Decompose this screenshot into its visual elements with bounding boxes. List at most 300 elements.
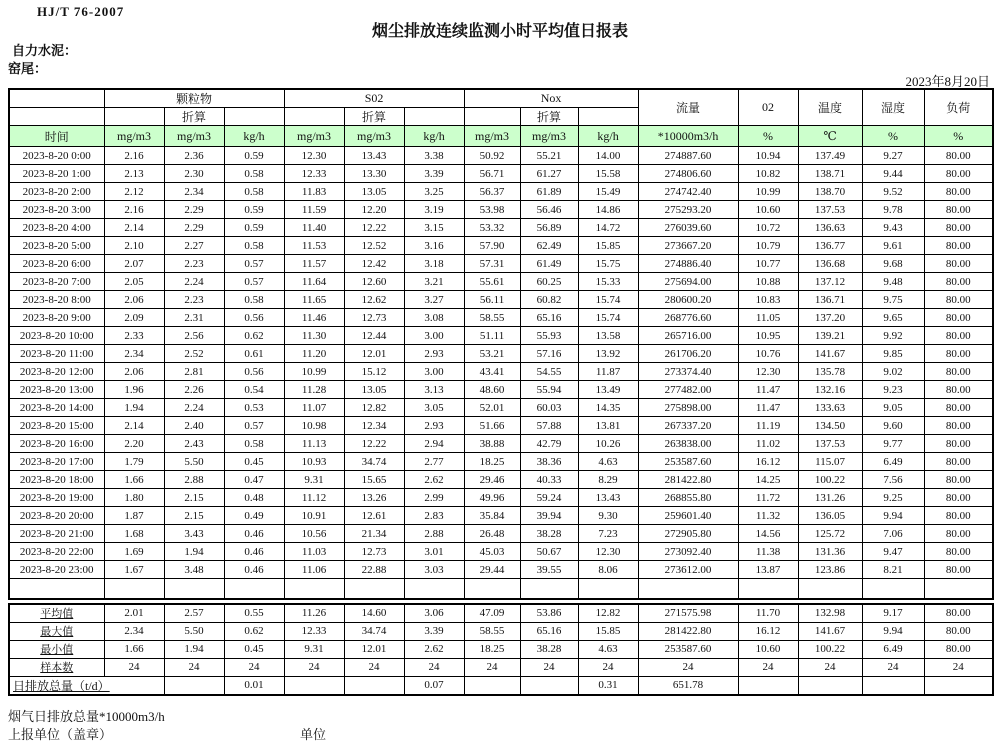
value-cell: 2.23 [164,291,224,309]
value-cell: 133.63 [798,399,862,417]
value-cell: 11.87 [578,363,638,381]
value-cell: 39.94 [520,507,578,525]
value-cell: 14.25 [738,471,798,489]
summary-value-cell: 80.00 [924,622,993,640]
value-cell: 11.47 [738,399,798,417]
unit-cell: kg/h [404,126,464,147]
value-cell: 51.66 [464,417,520,435]
value-cell: 9.05 [862,399,924,417]
value-cell: 80.00 [924,399,993,417]
summary-value-cell: 5.50 [164,622,224,640]
summary-value-cell: 24 [520,658,578,676]
value-cell: 80.00 [924,561,993,579]
report-table-area [8,88,992,696]
daily-total-value-cell [738,676,798,695]
value-cell: 2.62 [404,471,464,489]
value-cell: 38.88 [464,435,520,453]
value-cell: 274887.60 [638,147,738,165]
value-cell: 10.76 [738,345,798,363]
value-cell: 9.78 [862,201,924,219]
summary-value-cell: 12.82 [578,604,638,623]
value-cell: 65.16 [520,309,578,327]
report-date: 2023年8月20日 [905,74,990,89]
value-cell: 274742.40 [638,183,738,201]
value-cell: 280600.20 [638,291,738,309]
value-cell: 62.49 [520,237,578,255]
converted-header-so2: 折算 [344,108,404,126]
value-cell: 9.23 [862,381,924,399]
daily-total-value-cell: 0.07 [404,676,464,695]
value-cell: 123.86 [798,561,862,579]
time-cell: 2023-8-20 18:00 [9,471,104,489]
value-cell: 52.01 [464,399,520,417]
value-cell: 3.08 [404,309,464,327]
time-cell: 2023-8-20 2:00 [9,183,104,201]
value-cell: 275694.00 [638,273,738,291]
value-cell: 9.44 [862,165,924,183]
unit-cell: mg/m3 [344,126,404,147]
value-cell: 0.59 [224,219,284,237]
value-cell: 12.01 [344,345,404,363]
value-cell: 1.94 [104,399,164,417]
value-cell: 9.31 [284,471,344,489]
value-cell: 55.94 [520,381,578,399]
summary-value-cell: 24 [798,658,862,676]
value-cell: 80.00 [924,237,993,255]
value-cell: 80.00 [924,471,993,489]
value-cell: 2.07 [104,255,164,273]
table-row [9,381,993,399]
header-load: 负荷 [924,89,993,126]
table-row [9,363,993,381]
value-cell: 11.59 [284,201,344,219]
value-cell: 7.23 [578,525,638,543]
value-cell: 281422.80 [638,471,738,489]
value-cell: 137.20 [798,309,862,327]
value-cell: 2.88 [164,471,224,489]
summary-value-cell: 47.09 [464,604,520,623]
value-cell: 11.65 [284,291,344,309]
value-cell: 3.25 [404,183,464,201]
value-cell: 12.33 [284,165,344,183]
summary-value-cell: 38.28 [520,640,578,658]
standard-code: HJ/T 76-2007 [37,4,125,19]
time-cell: 2023-8-20 10:00 [9,327,104,345]
value-cell: 9.02 [862,363,924,381]
time-cell: 2023-8-20 15:00 [9,417,104,435]
summary-value-cell: 24 [404,658,464,676]
summary-value-cell: 16.12 [738,622,798,640]
value-cell: 80.00 [924,417,993,435]
value-cell: 0.58 [224,435,284,453]
value-cell: 55.21 [520,147,578,165]
table-row [9,435,993,453]
group-header-so2: S02 [284,89,464,108]
value-cell: 100.22 [798,471,862,489]
time-cell: 2023-8-20 5:00 [9,237,104,255]
summary-value-cell: 24 [862,658,924,676]
value-cell: 12.30 [578,543,638,561]
table-row [9,489,993,507]
summary-value-cell: 100.22 [798,640,862,658]
value-cell: 61.49 [520,255,578,273]
summary-value-cell: 14.60 [344,604,404,623]
value-cell: 2.27 [164,237,224,255]
empty-row [9,579,993,599]
value-cell: 80.00 [924,273,993,291]
value-cell: 7.56 [862,471,924,489]
value-cell: 10.88 [738,273,798,291]
value-cell: 268855.80 [638,489,738,507]
value-cell: 80.00 [924,543,993,561]
summary-value-cell: 24 [464,658,520,676]
value-cell: 3.39 [404,165,464,183]
value-cell: 80.00 [924,381,993,399]
empty-cell [578,579,638,599]
value-cell: 9.85 [862,345,924,363]
table-row [9,255,993,273]
daily-total-row [9,676,993,695]
value-cell: 9.60 [862,417,924,435]
value-cell: 2.12 [104,183,164,201]
value-cell: 11.64 [284,273,344,291]
table-row [9,219,993,237]
value-cell: 56.71 [464,165,520,183]
value-cell: 0.54 [224,381,284,399]
time-cell: 2023-8-20 3:00 [9,201,104,219]
value-cell: 54.55 [520,363,578,381]
summary-value-cell: 2.01 [104,604,164,623]
value-cell: 263838.00 [638,435,738,453]
value-cell: 13.30 [344,165,404,183]
value-cell: 3.13 [404,381,464,399]
value-cell: 0.59 [224,147,284,165]
value-cell: 35.84 [464,507,520,525]
value-cell: 12.30 [284,147,344,165]
value-cell: 1.68 [104,525,164,543]
value-cell: 80.00 [924,507,993,525]
value-cell: 265716.00 [638,327,738,345]
value-cell: 56.11 [464,291,520,309]
value-cell: 15.85 [578,237,638,255]
unit-cell: mg/m3 [104,126,164,147]
value-cell: 2.23 [164,255,224,273]
value-cell: 45.03 [464,543,520,561]
value-cell: 1.66 [104,471,164,489]
value-cell: 0.48 [224,489,284,507]
value-cell: 80.00 [924,327,993,345]
value-cell: 80.00 [924,363,993,381]
value-cell: 125.72 [798,525,862,543]
reporting-unit-label: 上报单位（盖章） [8,727,113,742]
value-cell: 3.18 [404,255,464,273]
table-row [9,309,993,327]
value-cell: 50.92 [464,147,520,165]
empty-cell [464,579,520,599]
value-cell: 0.57 [224,255,284,273]
table-row [9,345,993,363]
header-empty-cell [9,89,104,108]
value-cell: 15.12 [344,363,404,381]
value-cell: 0.46 [224,561,284,579]
value-cell: 80.00 [924,291,993,309]
value-cell: 259601.40 [638,507,738,525]
summary-value-cell: 15.85 [578,622,638,640]
value-cell: 1.96 [104,381,164,399]
empty-cell [344,579,404,599]
summary-value-cell: 58.55 [464,622,520,640]
summary-value-cell: 2.34 [104,622,164,640]
site-label: 窑尾： [8,61,48,76]
value-cell: 15.65 [344,471,404,489]
value-cell: 2.56 [164,327,224,345]
unit-cell: % [862,126,924,147]
value-cell: 22.88 [344,561,404,579]
summary-value-cell: 24 [344,658,404,676]
table-row [9,417,993,435]
value-cell: 2.24 [164,273,224,291]
summary-value-cell: 34.74 [344,622,404,640]
value-cell: 253587.60 [638,453,738,471]
value-cell: 10.79 [738,237,798,255]
value-cell: 58.55 [464,309,520,327]
value-cell: 268776.60 [638,309,738,327]
summary-value-cell: 24 [738,658,798,676]
value-cell: 2.15 [164,489,224,507]
value-cell: 0.58 [224,291,284,309]
value-cell: 57.90 [464,237,520,255]
value-cell: 13.43 [578,489,638,507]
empty-cell [104,579,164,599]
summary-value-cell: 53.86 [520,604,578,623]
value-cell: 2.83 [404,507,464,525]
summary-row [9,622,993,640]
header-empty-cell [224,108,284,126]
summary-value-cell: 24 [224,658,284,676]
value-cell: 10.60 [738,201,798,219]
value-cell: 39.55 [520,561,578,579]
group-header-nox: Nox [464,89,638,108]
value-cell: 12.61 [344,507,404,525]
value-cell: 0.58 [224,165,284,183]
unit-cell: mg/m3 [464,126,520,147]
value-cell: 11.13 [284,435,344,453]
value-cell: 57.16 [520,345,578,363]
time-cell: 2023-8-20 6:00 [9,255,104,273]
value-cell: 2.14 [104,417,164,435]
value-cell: 1.87 [104,507,164,525]
daily-total-value-cell: 0.31 [578,676,638,695]
summary-value-cell: 2.62 [404,640,464,658]
value-cell: 11.46 [284,309,344,327]
value-cell: 14.86 [578,201,638,219]
table-row [9,165,993,183]
value-cell: 12.22 [344,435,404,453]
summary-value-cell: 0.62 [224,622,284,640]
value-cell: 2.99 [404,489,464,507]
value-cell: 8.06 [578,561,638,579]
value-cell: 12.34 [344,417,404,435]
value-cell: 2.52 [164,345,224,363]
time-header: 时间 [9,126,104,147]
flow-total-note: 烟气日排放总量*10000m3/h [8,709,165,724]
summary-value-cell: 4.63 [578,640,638,658]
empty-cell [164,579,224,599]
table-row [9,399,993,417]
value-cell: 56.46 [520,201,578,219]
value-cell: 9.52 [862,183,924,201]
value-cell: 1.94 [164,543,224,561]
value-cell: 261706.20 [638,345,738,363]
value-cell: 56.37 [464,183,520,201]
value-cell: 277482.00 [638,381,738,399]
value-cell: 9.77 [862,435,924,453]
value-cell: 1.69 [104,543,164,561]
summary-label: 最大值 [9,622,104,640]
group-header-pm: 颗粒物 [104,89,284,108]
summary-value-cell: 0.55 [224,604,284,623]
value-cell: 12.42 [344,255,404,273]
table-row [9,147,993,165]
value-cell: 14.72 [578,219,638,237]
value-cell: 2.43 [164,435,224,453]
unit-cell: mg/m3 [284,126,344,147]
value-cell: 273374.40 [638,363,738,381]
value-cell: 13.43 [344,147,404,165]
value-cell: 0.62 [224,327,284,345]
value-cell: 7.06 [862,525,924,543]
time-cell: 2023-8-20 17:00 [9,453,104,471]
value-cell: 3.38 [404,147,464,165]
unit-cell: ℃ [798,126,862,147]
time-cell: 2023-8-20 11:00 [9,345,104,363]
value-cell: 137.53 [798,201,862,219]
value-cell: 48.60 [464,381,520,399]
value-cell: 9.27 [862,147,924,165]
value-cell: 3.48 [164,561,224,579]
table-row [9,291,993,309]
value-cell: 9.43 [862,219,924,237]
summary-label: 最小值 [9,640,104,658]
daily-total-label: 日排放总量（t/d） [9,676,164,695]
value-cell: 1.79 [104,453,164,471]
header-o2: 02 [738,89,798,126]
value-cell: 9.92 [862,327,924,345]
value-cell: 60.03 [520,399,578,417]
value-cell: 131.26 [798,489,862,507]
value-cell: 13.92 [578,345,638,363]
value-cell: 15.75 [578,255,638,273]
value-cell: 2.29 [164,201,224,219]
table-row [9,561,993,579]
value-cell: 55.61 [464,273,520,291]
value-cell: 11.47 [738,381,798,399]
value-cell: 10.77 [738,255,798,273]
value-cell: 2.93 [404,417,464,435]
summary-value-cell: 253587.60 [638,640,738,658]
converted-header-nox: 折算 [520,108,578,126]
value-cell: 272905.80 [638,525,738,543]
value-cell: 115.07 [798,453,862,471]
value-cell: 38.28 [520,525,578,543]
value-cell: 3.21 [404,273,464,291]
value-cell: 2.06 [104,291,164,309]
value-cell: 14.35 [578,399,638,417]
value-cell: 10.26 [578,435,638,453]
unit-cell: mg/m3 [164,126,224,147]
time-cell: 2023-8-20 13:00 [9,381,104,399]
summary-value-cell: 11.70 [738,604,798,623]
value-cell: 137.53 [798,435,862,453]
summary-row [9,604,993,623]
value-cell: 12.52 [344,237,404,255]
value-cell: 9.47 [862,543,924,561]
value-cell: 274806.60 [638,165,738,183]
value-cell: 10.95 [738,327,798,345]
value-cell: 2.34 [104,345,164,363]
value-cell: 132.16 [798,381,862,399]
value-cell: 275898.00 [638,399,738,417]
summary-label: 平均值 [9,604,104,623]
header-flow: 流量 [638,89,738,126]
value-cell: 136.63 [798,219,862,237]
value-cell: 11.06 [284,561,344,579]
empty-cell [738,579,798,599]
value-cell: 80.00 [924,435,993,453]
value-cell: 8.29 [578,471,638,489]
value-cell: 12.73 [344,309,404,327]
value-cell: 5.50 [164,453,224,471]
time-cell: 2023-8-20 7:00 [9,273,104,291]
unit-cell: % [924,126,993,147]
summary-value-cell: 80.00 [924,640,993,658]
summary-value-cell: 281422.80 [638,622,738,640]
time-cell: 2023-8-20 8:00 [9,291,104,309]
value-cell: 10.72 [738,219,798,237]
value-cell: 42.79 [520,435,578,453]
daily-total-value-cell [164,676,224,695]
value-cell: 11.05 [738,309,798,327]
value-cell: 53.98 [464,201,520,219]
value-cell: 12.20 [344,201,404,219]
empty-cell [798,579,862,599]
summary-value-cell: 9.31 [284,640,344,658]
value-cell: 60.25 [520,273,578,291]
value-cell: 80.00 [924,345,993,363]
value-cell: 9.68 [862,255,924,273]
value-cell: 61.89 [520,183,578,201]
value-cell: 10.99 [284,363,344,381]
value-cell: 3.16 [404,237,464,255]
value-cell: 11.30 [284,327,344,345]
summary-rows [9,604,993,695]
header-empty-cell [9,108,104,126]
header-group-row [9,89,993,108]
time-cell: 2023-8-20 1:00 [9,165,104,183]
value-cell: 15.58 [578,165,638,183]
header-empty-cell [284,108,344,126]
daily-total-value-cell: 0.01 [224,676,284,695]
empty-cell [520,579,578,599]
value-cell: 12.73 [344,543,404,561]
value-cell: 13.05 [344,381,404,399]
value-cell: 141.67 [798,345,862,363]
value-cell: 0.59 [224,201,284,219]
value-cell: 2.10 [104,237,164,255]
value-cell: 2.33 [104,327,164,345]
value-cell: 136.77 [798,237,862,255]
table-row [9,525,993,543]
